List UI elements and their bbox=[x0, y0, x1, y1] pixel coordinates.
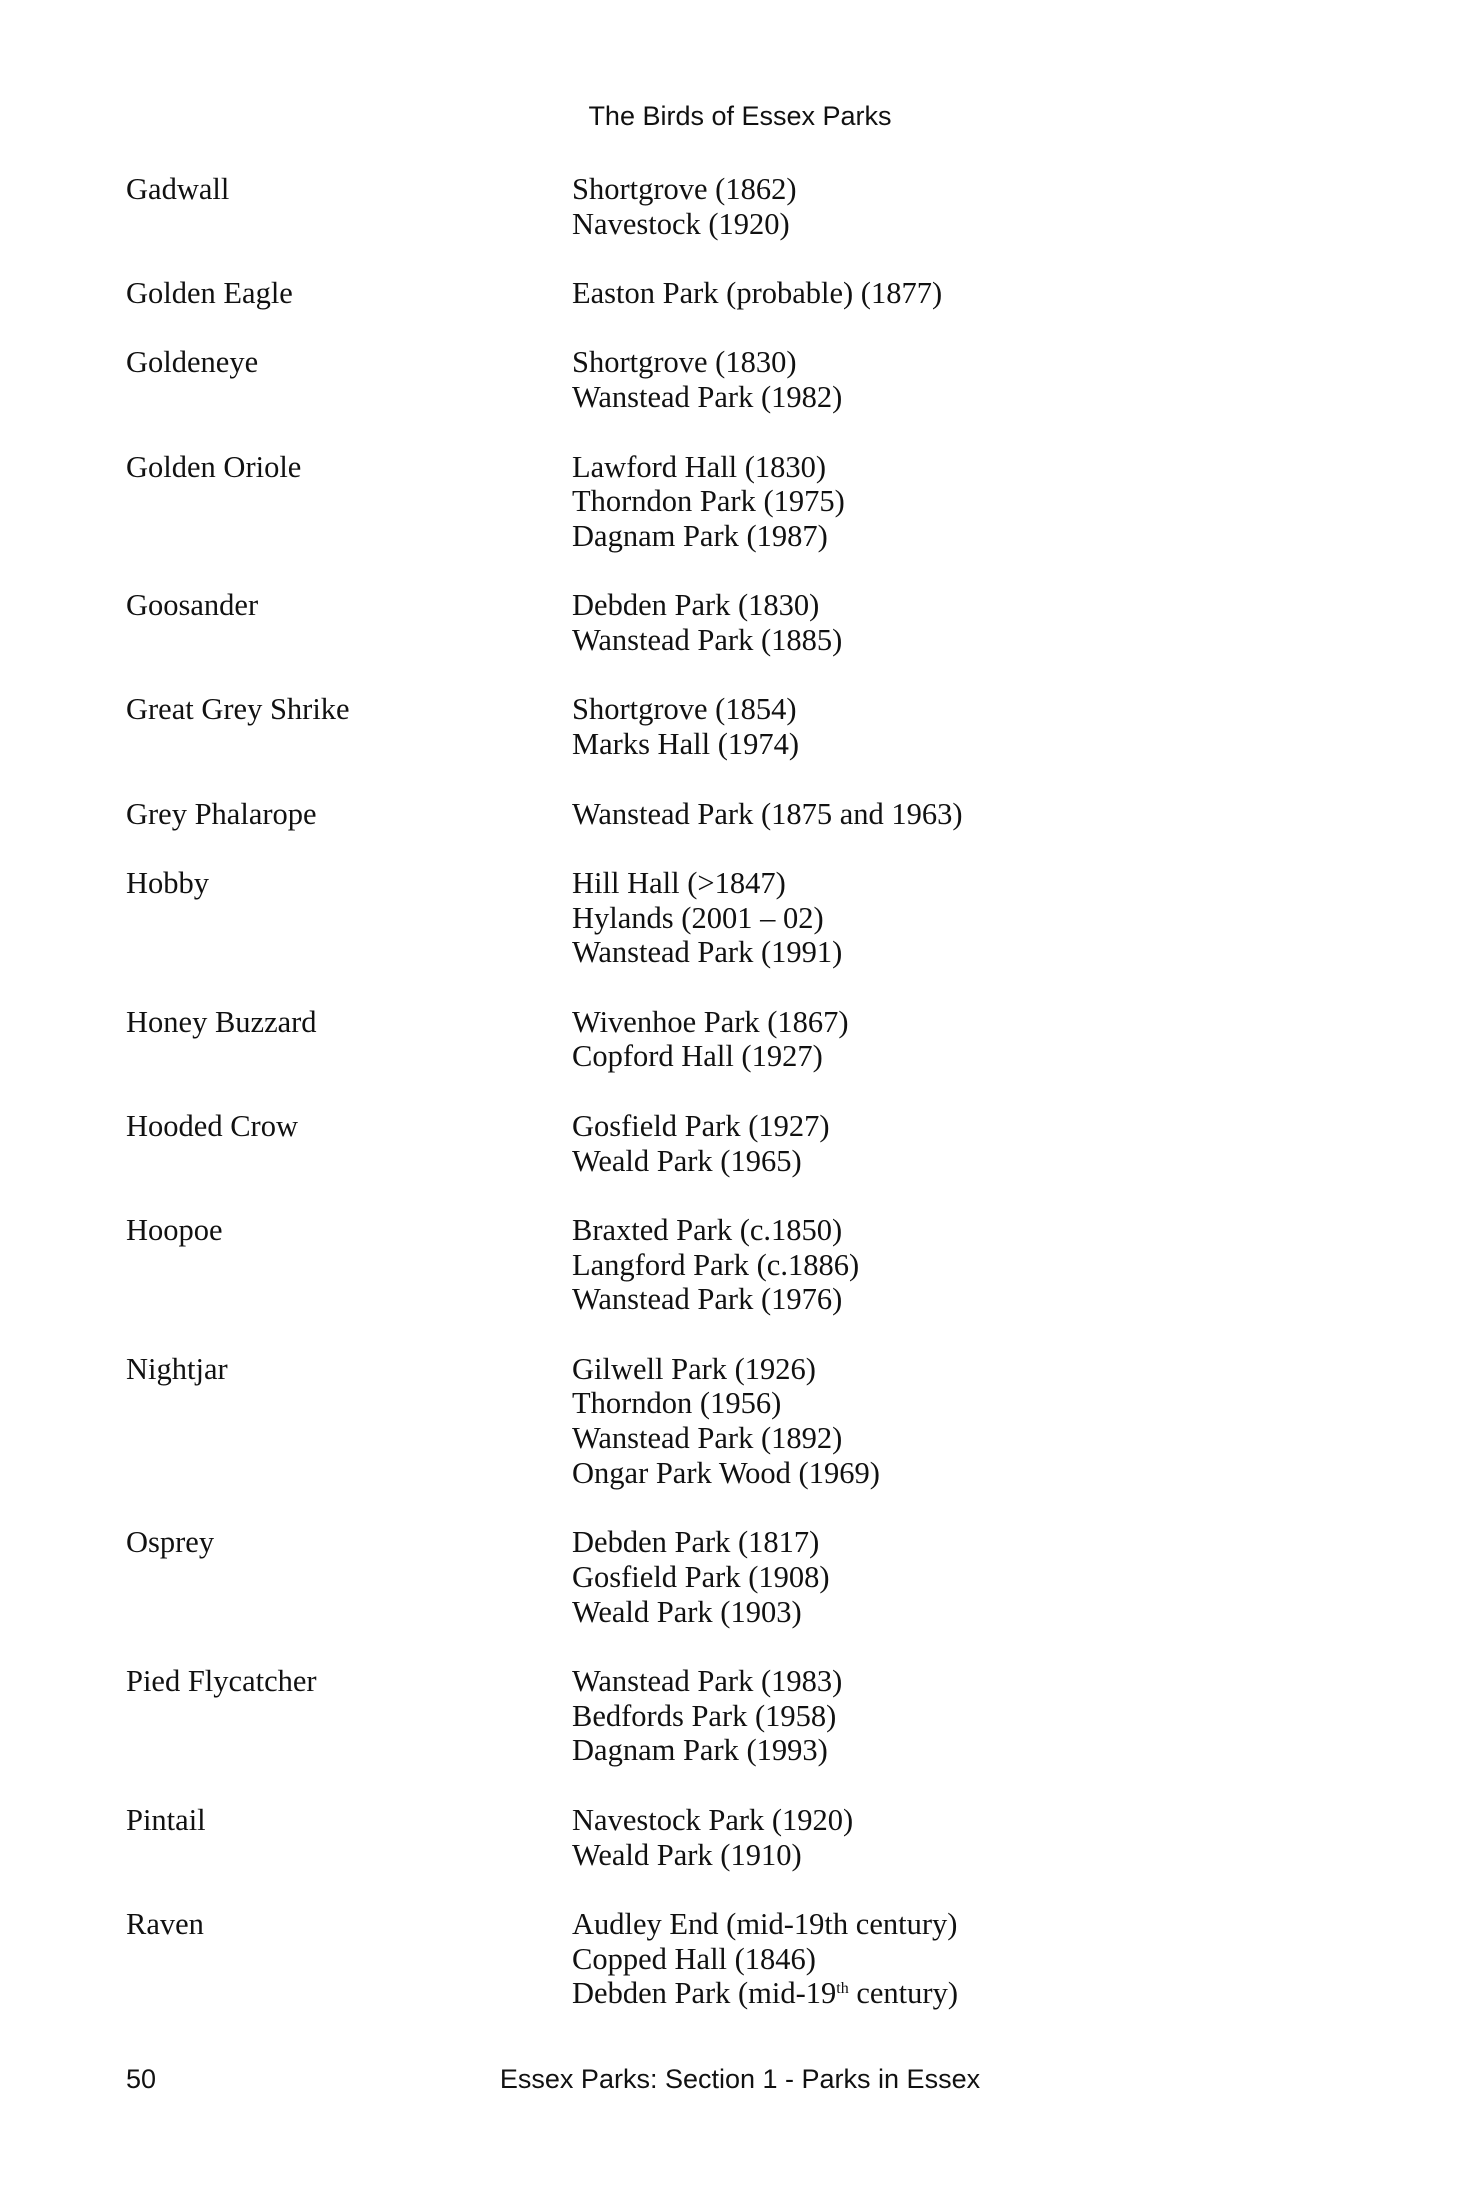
species-name: Goldeneye bbox=[126, 345, 259, 380]
park-record: Langford Park (c.1886) bbox=[572, 1247, 860, 1282]
list-item bbox=[126, 692, 1376, 761]
park-record: Hylands (2001 – 02) bbox=[572, 900, 824, 935]
species-name: Great Grey Shrike bbox=[126, 692, 350, 727]
park-record: Gosfield Park (1927) bbox=[572, 1108, 830, 1143]
park-record: Easton Park (probable) (1877) bbox=[572, 276, 943, 311]
park-records bbox=[572, 276, 942, 311]
park-record: Shortgrove (1862) bbox=[572, 172, 797, 206]
park-record: Gosfield Park (1908) bbox=[572, 1559, 830, 1594]
park-records bbox=[572, 692, 799, 761]
park-records bbox=[572, 866, 842, 970]
list-item bbox=[126, 1907, 1376, 2011]
list-item bbox=[126, 1352, 1376, 1491]
species-name: Gadwall bbox=[126, 172, 230, 206]
species-name: Golden Oriole bbox=[126, 449, 302, 484]
park-record: Thorndon (1956) bbox=[572, 1386, 782, 1421]
park-record: Lawford Hall (1830) bbox=[572, 449, 827, 484]
park-record-text: Debden Park (mid-19 bbox=[572, 1976, 837, 2011]
park-record: Debden Park (1817) bbox=[572, 1525, 820, 1560]
list-item bbox=[126, 1213, 1376, 1317]
species-name: Hoopoe bbox=[126, 1212, 223, 1247]
park-records bbox=[572, 1664, 842, 1768]
park-record: Dagnam Park (1993) bbox=[572, 1733, 828, 1768]
species-name: Honey Buzzard bbox=[126, 1004, 317, 1039]
list-item bbox=[126, 1109, 1376, 1178]
species-name: Osprey bbox=[126, 1525, 215, 1560]
page-header: The Birds of Essex Parks bbox=[588, 101, 892, 131]
list-item bbox=[126, 1803, 1376, 1872]
park-record: Shortgrove (1854) bbox=[572, 692, 797, 727]
list-item bbox=[126, 450, 1376, 554]
species-name: Goosander bbox=[126, 588, 259, 623]
park-record: Navestock Park (1920) bbox=[572, 1802, 854, 1837]
park-records bbox=[572, 450, 845, 554]
list-item bbox=[126, 1525, 1376, 1629]
park-record: Bedfords Park (1958) bbox=[572, 1698, 837, 1733]
list-item bbox=[126, 1664, 1376, 1768]
list-item bbox=[126, 1005, 1376, 1074]
species-name: Grey Phalarope bbox=[126, 796, 317, 831]
park-record: Wanstead Park (1892) bbox=[572, 1421, 843, 1456]
park-record: Hill Hall (>1847) bbox=[572, 865, 786, 900]
park-record: Weald Park (1903) bbox=[572, 1594, 802, 1629]
park-records bbox=[572, 1525, 830, 1629]
park-record: Weald Park (1910) bbox=[572, 1837, 802, 1872]
list-item bbox=[126, 866, 1376, 970]
park-record: Thorndon Park (1975) bbox=[572, 484, 845, 519]
park-record: Copford Hall (1927) bbox=[572, 1039, 823, 1074]
park-record: Marks Hall (1974) bbox=[572, 727, 800, 762]
ordinal-superscript: th bbox=[836, 1980, 849, 1998]
list-item bbox=[126, 276, 1376, 311]
park-record: Wanstead Park (1991) bbox=[572, 935, 843, 970]
list-item bbox=[126, 345, 1376, 414]
park-records bbox=[572, 1907, 958, 2011]
list-item bbox=[126, 797, 1376, 832]
park-records bbox=[572, 1005, 849, 1074]
park-record: Wivenhoe Park (1867) bbox=[572, 1004, 849, 1039]
park-record: Dagnam Park (1987) bbox=[572, 518, 828, 553]
park-record: Wanstead Park (1976) bbox=[572, 1282, 843, 1317]
species-list bbox=[126, 172, 1376, 2046]
species-name: Nightjar bbox=[126, 1351, 228, 1386]
park-record: Copped Hall (1846) bbox=[572, 1941, 816, 1976]
park-record: Wanstead Park (1982) bbox=[572, 380, 843, 415]
park-record: Debden Park (1830) bbox=[572, 588, 820, 623]
species-name: Pintail bbox=[126, 1802, 206, 1837]
park-record-suffix: century) bbox=[848, 1976, 958, 2011]
list-item bbox=[126, 588, 1376, 657]
page-number: 50 bbox=[126, 2064, 157, 2094]
park-record: Braxted Park (c.1850) bbox=[572, 1212, 843, 1247]
park-record: Shortgrove (1830) bbox=[572, 345, 797, 380]
park-record: Ongar Park Wood (1969) bbox=[572, 1455, 880, 1490]
park-record: Audley End (mid-19th century) bbox=[572, 1906, 958, 1941]
footer-title: Essex Parks: Section 1 - Parks in Essex bbox=[499, 2064, 981, 2094]
species-name: Hooded Crow bbox=[126, 1108, 298, 1143]
park-records bbox=[572, 1352, 880, 1491]
park-record: Wanstead Park (1885) bbox=[572, 623, 843, 658]
list-item bbox=[126, 172, 1376, 241]
park-records bbox=[572, 1803, 853, 1872]
park-records bbox=[572, 797, 963, 832]
species-name: Raven bbox=[126, 1906, 204, 1941]
park-record: Weald Park (1965) bbox=[572, 1143, 802, 1178]
species-name: Golden Eagle bbox=[126, 276, 293, 311]
species-name: Hobby bbox=[126, 865, 210, 900]
park-records bbox=[572, 172, 796, 241]
park-records bbox=[572, 345, 842, 414]
park-record: Navestock (1920) bbox=[572, 206, 790, 241]
park-record: Wanstead Park (1875 and 1963) bbox=[572, 796, 963, 831]
park-records bbox=[572, 1213, 859, 1317]
park-records bbox=[572, 1109, 830, 1178]
park-record: Wanstead Park (1983) bbox=[572, 1664, 843, 1699]
park-records bbox=[572, 588, 842, 657]
park-record bbox=[572, 1976, 958, 2011]
species-name: Pied Flycatcher bbox=[126, 1664, 317, 1699]
page-footer bbox=[0, 2060, 1480, 2098]
park-record: Gilwell Park (1926) bbox=[572, 1351, 816, 1386]
